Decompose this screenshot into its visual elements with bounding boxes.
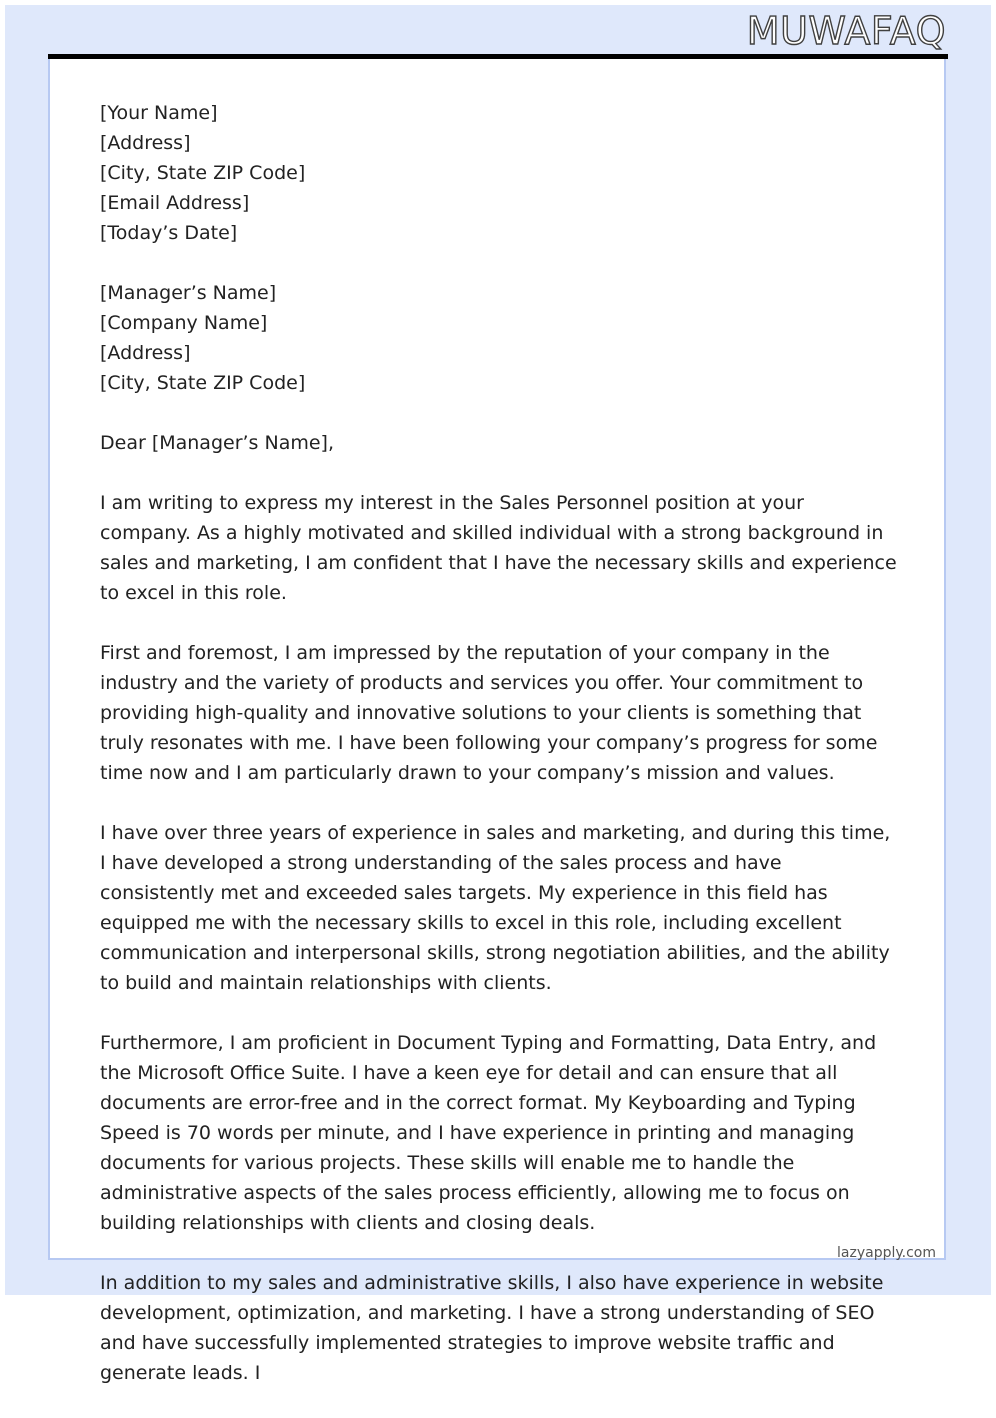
header-rule bbox=[48, 54, 948, 59]
sender-block bbox=[100, 98, 900, 248]
paragraph-skills: Furthermore, I am proficient in Document Typing and Formatting, Data Entry, and the Microsoft Office Suite. I have a keen eye for detail and can ensure that all documents are error-free and in the correct format. My Keyboarding and Typing Speed is 70 words per minute, and I have experience in printing and managing documents for various projects. These skills will enable me to handle the administrative aspects of the sales process efficiently, allowing me to focus on building relationships with clients and closing deals. bbox=[100, 1032, 877, 1234]
sender-name: [Your Name] bbox=[100, 102, 218, 124]
recipient-block bbox=[100, 278, 900, 398]
letter-date: [Today’s Date] bbox=[100, 222, 238, 244]
paragraph-intro: I am writing to express my interest in the Sales Personnel position at your company. As a highly motivated and skilled individual with a strong background in sales and marketing, I am confident that I have the necessary skills and experience to excel in this role. bbox=[100, 492, 897, 604]
recipient-address: [Address] bbox=[100, 342, 191, 364]
recipient-company: [Company Name] bbox=[100, 312, 268, 334]
source-watermark: lazyapply.com bbox=[837, 1245, 936, 1261]
recipient-city: [City, State ZIP Code] bbox=[100, 372, 306, 394]
sender-city: [City, State ZIP Code] bbox=[100, 162, 306, 184]
recipient-manager: [Manager’s Name] bbox=[100, 282, 277, 304]
paragraph-company: First and foremost, I am impressed by the reputation of your company in the industry and the variety of products and services you offer. Your commitment to providing high-quality and innovative solutions to your clients is something that truly resonates with me. I have been following your company’s progress for some time now and I am particularly drawn to your company’s mission and values. bbox=[100, 642, 878, 784]
sender-address: [Address] bbox=[100, 132, 191, 154]
salutation: Dear [Manager’s Name], bbox=[100, 432, 334, 454]
paragraph-experience: I have over three years of experience in sales and marketing, and during this time, I have developed a strong understanding of the sales process and have consistently met and exceeded sales targets. My experience in this field has equipped me with the necessary skills to excel in this role, including excellent communication and interpersonal skills, strong negotiation abilities, and the ability to build and maintain relationships with clients. bbox=[100, 822, 891, 994]
cover-letter-body bbox=[100, 98, 900, 1418]
paragraph-web: In addition to my sales and administrative skills, I also have experience in website development, optimization, and marketing. I have a strong understanding of SEO and have successfully implemented strategies to improve website traffic and generate leads. I bbox=[100, 1272, 884, 1384]
brand-logo: MUWAFAQ bbox=[746, 9, 946, 53]
sender-email: [Email Address] bbox=[100, 192, 250, 214]
